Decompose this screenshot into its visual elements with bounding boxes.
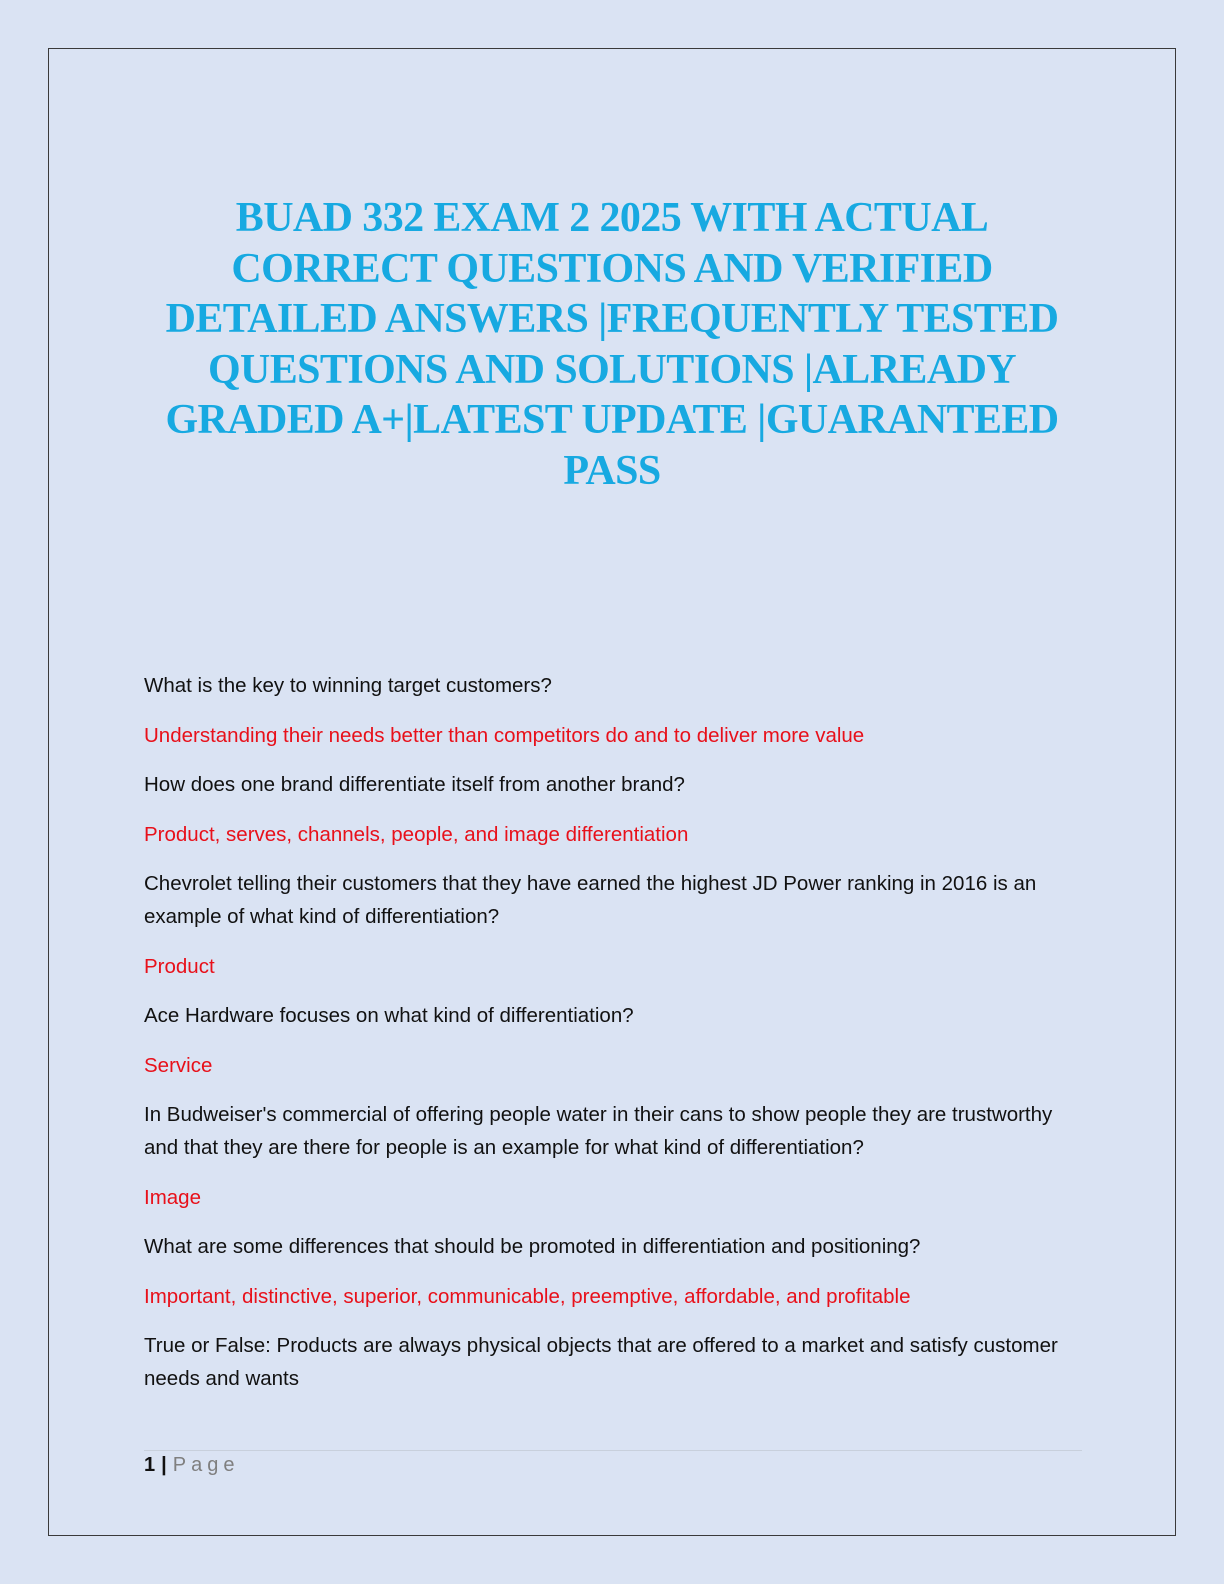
title-line: GRADED A+|LATEST UPDATE |GUARANTEED	[165, 397, 1059, 443]
answer-text: Understanding their needs better than competitors do and to deliver more value	[144, 723, 865, 747]
answer-text: Product	[144, 954, 215, 978]
title-line: CORRECT QUESTIONS AND VERIFIED	[231, 245, 993, 292]
title-line: BUAD 332 EXAM 2 2025 WITH ACTUAL	[235, 195, 989, 241]
question-text: Chevrolet telling their customers that they have earned the highest JD Power ranking in 2016 is an example of what kind of differentiation?	[144, 872, 1037, 928]
question-text: True or False: Products are always physical objects that are offered to a market and satisfy customer needs and wants	[144, 1334, 1058, 1390]
page-label: Page	[172, 1454, 240, 1476]
question-answer-list	[144, 669, 1084, 1412]
question-text: Ace Hardware focuses on what kind of differentiation?	[144, 1004, 634, 1027]
page-number: 1	[144, 1454, 156, 1476]
question-text: In Budweiser's commercial of offering people water in their cans to show people they are trustworthy and that they are there for people is an example for what kind of differentiation?	[144, 1103, 1053, 1159]
title-line: QUESTIONS AND SOLUTIONS |ALREADY	[207, 346, 1017, 393]
title-line: PASS	[563, 447, 661, 494]
document-title	[120, 193, 1104, 496]
question-text: What is the key to winning target customers?	[144, 674, 552, 697]
answer-text: Product, serves, channels, people, and image differentiation	[144, 822, 689, 846]
answer-text: Image	[144, 1185, 201, 1209]
title-line: DETAILED ANSWERS |FREQUENTLY TESTED	[165, 296, 1059, 342]
page-footer	[144, 1452, 239, 1478]
footer-divider	[144, 1450, 1082, 1451]
question-text: How does one brand differentiate itself from another brand?	[144, 773, 685, 796]
question-text: What are some differences that should be promoted in differentiation and positioning?	[144, 1235, 921, 1258]
answer-text: Important, distinctive, superior, communicable, preemptive, affordable, and profitable	[144, 1284, 911, 1308]
answer-text: Service	[144, 1053, 213, 1077]
footer-separator: |	[161, 1454, 167, 1476]
